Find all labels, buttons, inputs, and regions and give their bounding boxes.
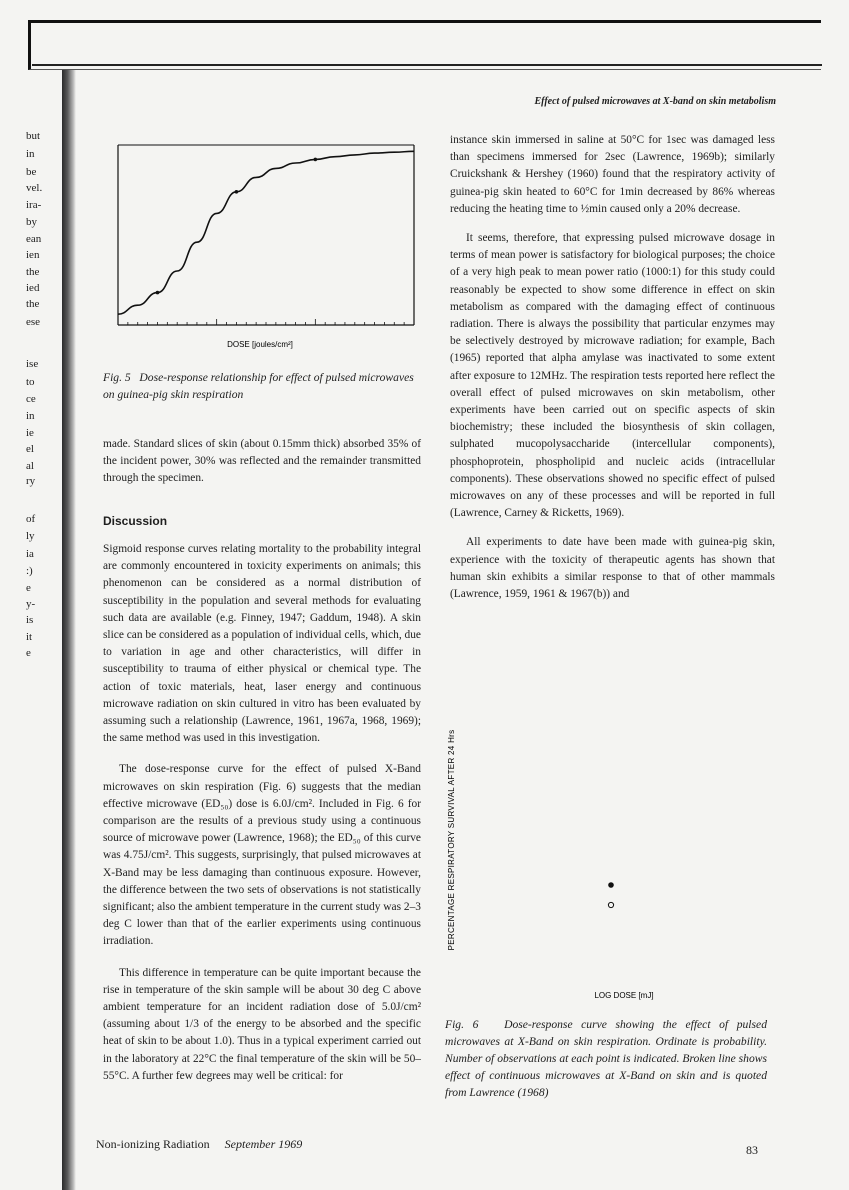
right-column — [450, 132, 775, 603]
left-paragraph-3: The dose-response curve for the effect of pulsed X-Band microwaves on skin respiration (Fig. 6) suggests that the median effective microwave (ED₅₀) dose is 6.0J/cm². Included in Fig. 6 for comparison are the results of a previous study using a continuous source of microwave power (Lawrence, 1968); the ED₅₀ of this curve was 4.75J/cm². This suggests, surprisingly, that pulsed microwaves at X-Band may be less damaging than continuous exposure. However, the difference between the two sets of observations is not statistically significant; also the ambient temperature in the current study was 2–3 deg C lower than that of the earlier experiments using continuous irradiation. — [103, 763, 421, 948]
scan-top-border — [28, 20, 821, 70]
margin-fragment: el — [26, 443, 34, 455]
margin-fragment: is — [26, 614, 34, 626]
legend-filled-marker — [608, 882, 614, 888]
margin-fragment: by — [26, 216, 37, 228]
right-paragraph-1: instance skin immersed in saline at 50°C for 1sec was damaged less than specimens immersed for 2sec (Lawrence, 1969b); similarly Cruickshank & Hershey (1960) found that the respiratory activity of guinea-pig skin heated to 60°C for 1min decreased by 86% whereas reducing the heating time to ½min caused only a 20% decrease. — [450, 134, 775, 215]
fig6-caption-text: Dose-response curve showing the effect of pulsed microwaves at X-Band on skin respiration. Ordinate is probability. Number of observations at each point is indicated. Broken line shows effect of continuous microwaves at X-Band on skin and is quoted from Lawrence (1968) — [445, 1018, 767, 1099]
fig6-y-axis-label: PERCENTAGE RESPIRATORY SURVIVAL AFTER 24 Hrs — [447, 729, 456, 951]
fig6-legend — [608, 882, 614, 907]
scan-top-rule — [32, 64, 822, 66]
margin-fragment: in — [26, 410, 35, 422]
margin-fragment: in — [26, 148, 35, 160]
running-head: Effect of pulsed microwaves at X-band on skin metabolism — [534, 96, 776, 107]
right-paragraph-3: All experiments to date have been made with guinea-pig skin, experience with the toxicity of therapeutic agents has shown that human skin exhibits a similar response to that of other mammals (Lawrence, 1959, 1961 & 1967(b)) and — [450, 536, 775, 601]
margin-fragment: the — [26, 298, 40, 310]
footer-journal-name: Non-ionizing Radiation — [96, 1137, 210, 1151]
left-paragraph-1: made. Standard slices of skin (about 0.15mm thick) absorbed 35% of the incident power, 30% was reflected and the remainder transmitted through the specimen. — [103, 438, 421, 485]
margin-fragment: al — [26, 460, 34, 472]
margin-fragment: ean — [26, 233, 42, 245]
left-column-main — [103, 541, 421, 1085]
margin-fragment: ied — [26, 282, 40, 294]
page-number: 83 — [746, 1143, 758, 1157]
margin-fragment: vel. — [26, 182, 43, 194]
fig5-data-point — [235, 190, 239, 194]
fig5-caption-text: Dose-response relationship for effect of pulsed microwaves on guinea-pig skin respiration — [103, 371, 414, 401]
fig6-chart — [440, 690, 780, 1002]
margin-fragment: ien — [26, 249, 40, 261]
margin-fragment: ise — [26, 358, 39, 370]
footer-journal — [96, 1137, 302, 1152]
left-column-top — [103, 436, 421, 488]
margin-fragment: of — [26, 513, 36, 525]
legend-open-marker — [608, 902, 613, 907]
binding-shadow — [62, 70, 76, 1190]
fig5-chart — [100, 135, 430, 355]
margin-fragment: ia — [26, 548, 34, 560]
fig5-data-point — [314, 158, 318, 162]
fig6-caption-label: Fig. 6 — [445, 1018, 479, 1031]
margin-fragment: the — [26, 266, 40, 278]
margin-fragment: ie — [26, 427, 34, 439]
right-paragraph-2: It seems, therefore, that expressing pulsed microwave dosage in terms of mean power is satisfactory for biological purposes; the choice of a very high peak to mean power ratio (1000:1) for this study could reasonably be expected to show some difference in effect on skin metabolism as compared with the damaging effect of continuous radiation. There is always the possibility that particular enzymes may be selectively destroyed by microwave radiation; for example, Bach (1965) reported that alpha amylase was inactivated to some extent after exposure to 12MHz. The respiration tests reported here reflect the overall effect of pulsed microwaves on skin metabolism, other experiments have been carried out on specific aspects of skin biochemistry; these included the biosynthesis of skin collagen, sulphated mucopolysaccharide (intercellular components), phosphoprotein, phospholipid and nucleic acids (intracellular components). These observations showed no specific effect of pulsed microwaves on any of these processes and will be reported in full (Lawrence, Carney & Ricketts, 1969). — [450, 232, 775, 520]
margin-fragment: ry — [26, 475, 36, 487]
margin-fragment: :) — [26, 565, 33, 577]
margin-fragment: ira- — [26, 199, 42, 211]
footer-issue: September 1969 — [224, 1137, 303, 1151]
margin-fragment: ce — [26, 393, 36, 405]
margin-fragment: but — [26, 130, 41, 142]
margin-fragment: e — [26, 647, 31, 659]
margin-fragment: ese — [26, 316, 41, 328]
margin-fragment: ly — [26, 530, 35, 542]
fig6-caption — [445, 1016, 767, 1101]
margin-fragment: it — [26, 631, 33, 643]
margin-fragment: e — [26, 582, 31, 594]
margin-fragment: to — [26, 376, 35, 388]
left-paragraph-2: Sigmoid response curves relating mortality to the probability integral are commonly encountered in toxicity experiments on animals; this phenomenon can be considered as a normal distribution of susceptibility in the population and several methods for evaluating such data are available (e.g. Finney, 1947; Gaddum, 1948). A skin slice can be considered as a population of individual cells, which, due to variation in age and other characteristics, will differ in susceptibility to trauma of either physical or chemical type. The action of toxic materials, heat, laser energy and continuous microwave radiation on skin cultured in vitro has been evaluated by assuming such a relationship (Lawrence, 1961, 1967a, 1968, 1969); the same method was used in this investigation. — [103, 543, 421, 745]
fig5-caption-label: Fig. 5 — [103, 371, 131, 384]
fig5-data-point — [156, 291, 160, 295]
margin-fragment: be — [26, 166, 37, 178]
fig6-x-axis-label: LOG DOSE [mJ] — [594, 991, 654, 1000]
fig5-x-axis-label: DOSE [joules/cm²] — [227, 340, 293, 349]
fig5-caption — [103, 369, 421, 403]
left-paragraph-4: This difference in temperature can be quite important because the rise in temperature of the skin sample will be about 30 deg C above ambient temperature for an incident radiation dose of 5.0J/cm² (assuming about 1/3 of the energy to be absorbed and the specific heat of skin to be about 1.0). Thus in a typical experiment carried out in the laboratory at 22°C the final temperature of the skin will be 50–55°C. A further few degrees may well be critical: for — [103, 966, 421, 1082]
margin-fragment: y- — [26, 598, 36, 610]
discussion-heading: Discussion — [103, 514, 168, 528]
